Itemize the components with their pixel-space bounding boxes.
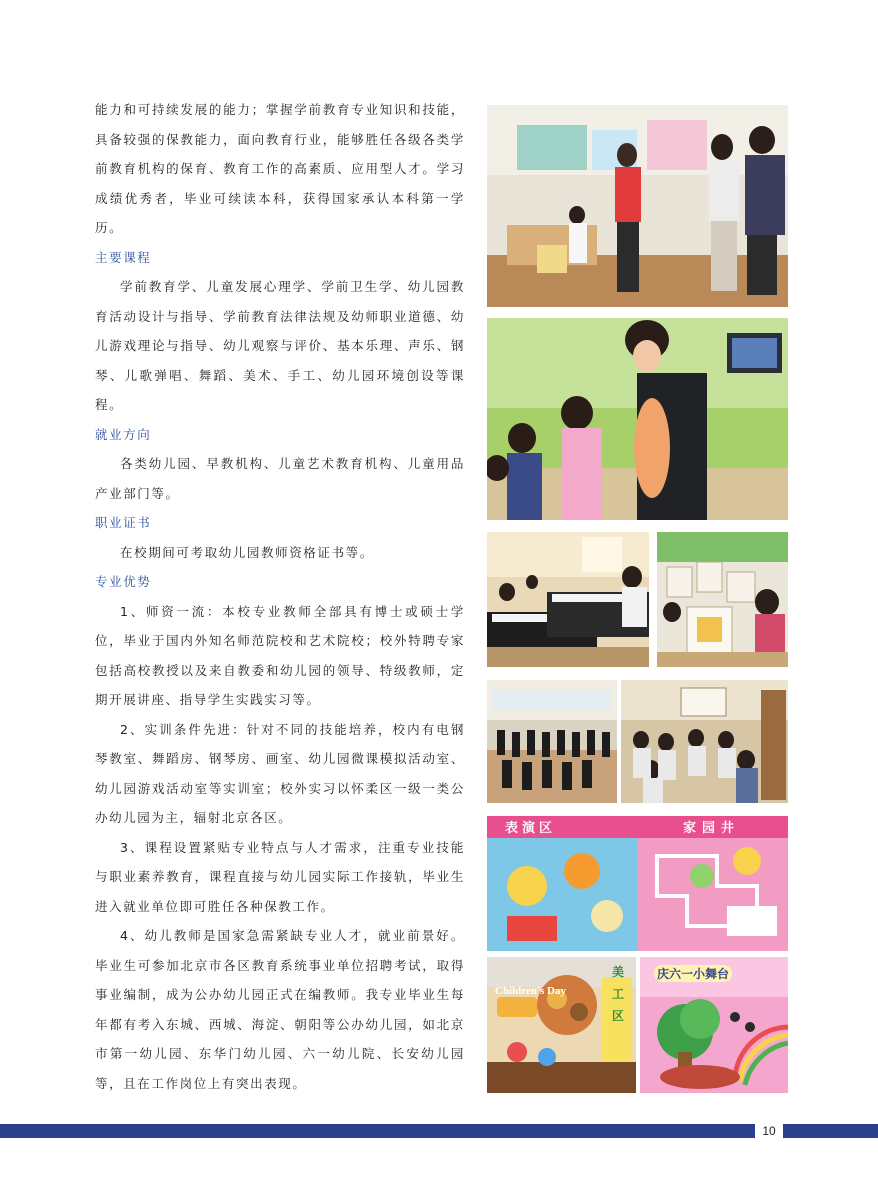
photo-art-area — [487, 957, 636, 1093]
photo-piano-room — [487, 532, 649, 667]
employment-paragraph: 各类幼儿园、早教机构、儿童艺术教育机构、儿童用品产业部门等。 — [95, 456, 465, 501]
home-well-label: 家园井 — [683, 821, 741, 836]
photo-dance-room — [487, 680, 617, 803]
certificates-paragraph: 在校期间可考取幼儿园教师资格证书等。 — [120, 544, 374, 560]
intro-paragraph: 能力和可持续发展的能力；掌握学前教育专业知识和技能，具备较强的保教能力，面向教育行业，能够胜任各级各类学前教育机构的保育、教育工作的高素质、应用型人才。学习成绩优秀者，毕业可续读本科，获得国家承认本科第一学历。 — [95, 102, 465, 235]
performance-area-label: 表演区 — [505, 821, 557, 836]
advantage-paragraph-3: 3、课程设置紧贴专业特点与人才需求，注重专业技能与职业素养教育，课程直接与幼儿园实际工作接轨，毕业生进入就业单位即可胜任各种保教工作。 — [95, 839, 465, 914]
photo-teacher-with-child — [487, 318, 788, 520]
section-heading-courses: 主要课程 — [95, 249, 152, 265]
photo-childrens-day-stage — [640, 957, 788, 1093]
footer-bar — [0, 1124, 878, 1138]
section-heading-employment: 就业方向 — [95, 426, 152, 442]
advantage-paragraph-1: 1、师资一流：本校专业教师全部具有博士或硕士学位，毕业于国内外知名师范院校和艺术院校；校外特聘专家包括高校教授以及来自教委和幼儿园的领导、特级教师，定期开展讲座、指导学生实践实习等。 — [95, 603, 465, 707]
june-first-stage-label: 庆六一小舞台 — [654, 965, 732, 982]
childrens-day-label: Children's Day — [495, 985, 567, 997]
photo-classroom-teaching — [487, 105, 788, 307]
photo-microteaching-room — [621, 680, 788, 803]
page-number: 10 — [755, 1120, 783, 1142]
section-heading-certificates: 职业证书 — [95, 515, 152, 530]
body-text-column — [95, 95, 465, 1098]
advantage-paragraph-2: 2、实训条件先进：针对不同的技能培养，校内有电钢琴教室、舞蹈房、钢琴房、画室、幼儿园微课模拟活动室、幼儿园游戏活动室等实训室；校外实习以怀柔区一级一类公办幼儿园为主，辐射北京各区。 — [95, 721, 465, 825]
advantage-paragraph-4: 4、幼儿教师是国家急需紧缺专业人才，就业前景好。毕业生可参加北京市各区教育系统事业单位招聘考试，取得事业编制，成为公办幼儿园正式在编教师。我专业毕业生每年都有考入东城、西城、海淀、朝阳等公办幼儿园，如北京市第一幼儿园、东华门幼儿园、六一幼儿院、长安幼儿园等，且在工作岗位上有突出表现。 — [95, 928, 465, 1091]
courses-paragraph: 学前教育学、儿童发展心理学、学前卫生学、幼儿园教育活动设计与指导、学前教育法律法规及幼师职业道德、幼儿游戏理论与指导、幼儿观察与评价、基本乐理、声乐、钢琴、儿歌弹唱、舞蹈、美术、手工、幼儿园环境创设等课程。 — [95, 279, 465, 412]
section-heading-advantages: 专业优势 — [95, 574, 152, 589]
photo-art-studio — [657, 532, 788, 667]
art-area-label: 美工区 — [612, 965, 625, 1023]
photo-performance-area-wall — [487, 816, 788, 951]
